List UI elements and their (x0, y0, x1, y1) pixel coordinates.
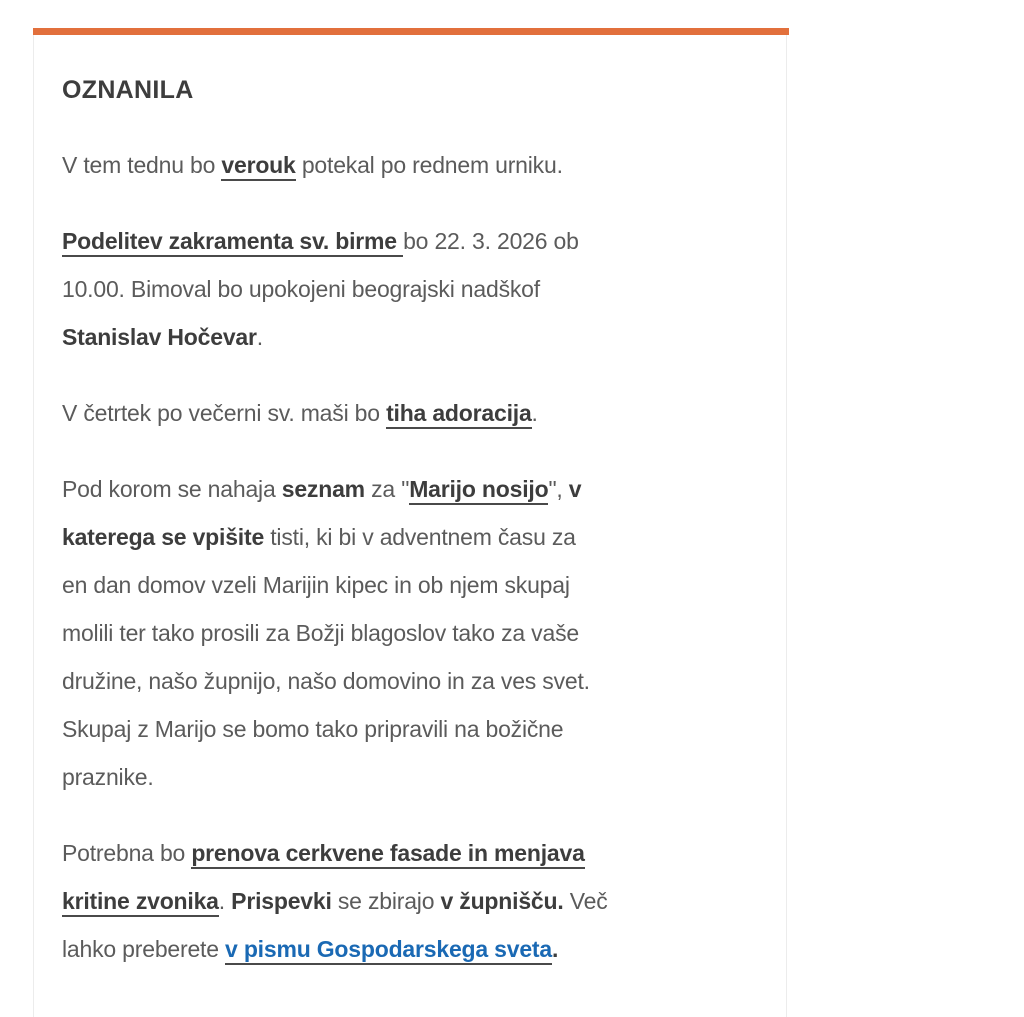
bold-text-run: seznam (281, 476, 365, 502)
text-run: . (218, 888, 232, 914)
text-run: tisti, ki bi v adventnem času za en dan domov vzeli Marijin kipec in ob njem skupaj molili ter tako prosili za Božji blagoslov tako za vaše družine, našo župnijo, našo domovino in za ves svet. Skupaj z Marijo se bomo tako pripravili na božične praznike. (62, 524, 590, 790)
bold-text-run: Prispevki (231, 888, 332, 914)
announcement-paragraph (62, 217, 759, 361)
text-run: Potrebna bo (62, 840, 192, 866)
text-run: za " (364, 476, 410, 502)
announcement-paragraph (62, 829, 759, 973)
bold-underline-text-run: Podelitev zakramenta sv. birme (62, 228, 403, 257)
inline-link[interactable]: v pismu Gospodarskega sveta (225, 936, 552, 965)
bold-underline-text-run: verouk (221, 152, 295, 181)
accent-top-border (33, 28, 789, 35)
bold-underline-text-run: prenova cerkvene fasade in menjava kritine zvonika (62, 840, 585, 917)
announcement-paragraph (62, 389, 759, 437)
text-run: Več lahko preberete (62, 888, 608, 962)
page-title: OZNANILA (62, 76, 194, 104)
announcement-content (62, 141, 759, 973)
bold-text-run: . (552, 936, 559, 962)
announcement-paragraph (62, 141, 759, 189)
bold-text-run: v katerega se vpišite (62, 476, 582, 550)
bold-underline-text-run: tiha adoracija (386, 400, 531, 429)
text-run: . (256, 324, 263, 350)
announcement-card (33, 35, 787, 1017)
text-run: V četrtek po večerni sv. maši bo (62, 400, 387, 426)
bold-underline-text-run: Marijo nosijo (409, 476, 548, 505)
text-run: se zbirajo (331, 888, 441, 914)
text-run: potekal po rednem urniku. (295, 152, 563, 178)
text-run: V tem tednu bo (62, 152, 222, 178)
text-run: Pod korom se nahaja (62, 476, 282, 502)
bold-text-run: v župnišču. (440, 888, 564, 914)
text-run: bo 22. 3. 2026 ob 10.00. Bimoval bo upokojeni beograjski nadškof (62, 228, 579, 302)
text-run: ", (548, 476, 569, 502)
text-run: . (531, 400, 538, 426)
bold-text-run: Stanislav Hočevar (62, 324, 257, 350)
announcement-paragraph (62, 465, 759, 801)
